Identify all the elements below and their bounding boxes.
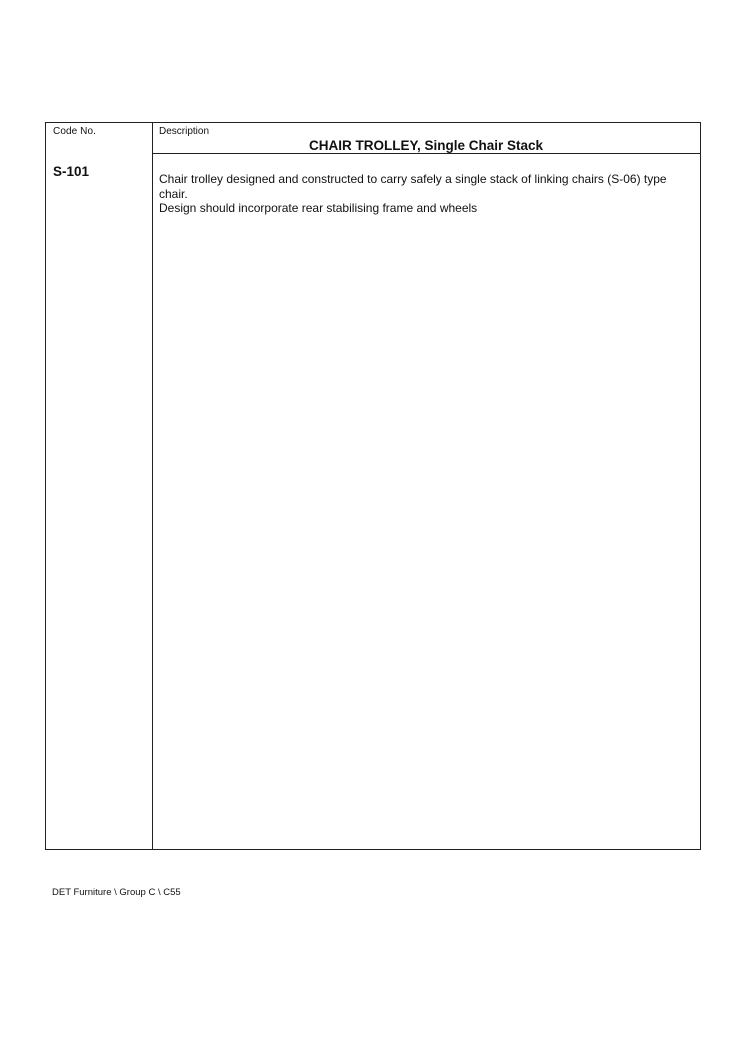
code-column-header: Code No. (53, 126, 97, 137)
description-column-header: Description (159, 126, 210, 137)
item-code: S-101 (53, 164, 90, 179)
description-line: Design should incorporate rear stabilising frame and wheels (159, 201, 478, 215)
description-line: Chair trolley designed and constructed to carry safely a single stack of linking chairs (S-06) type chair. (159, 172, 667, 201)
column-divider (152, 123, 153, 849)
specification-table (45, 122, 701, 850)
footer-path: DET Furniture \ Group C \ C55 (52, 887, 181, 898)
item-description (159, 172, 679, 216)
item-title: CHAIR TROLLEY, Single Chair Stack (308, 138, 544, 153)
title-underline (152, 153, 700, 154)
